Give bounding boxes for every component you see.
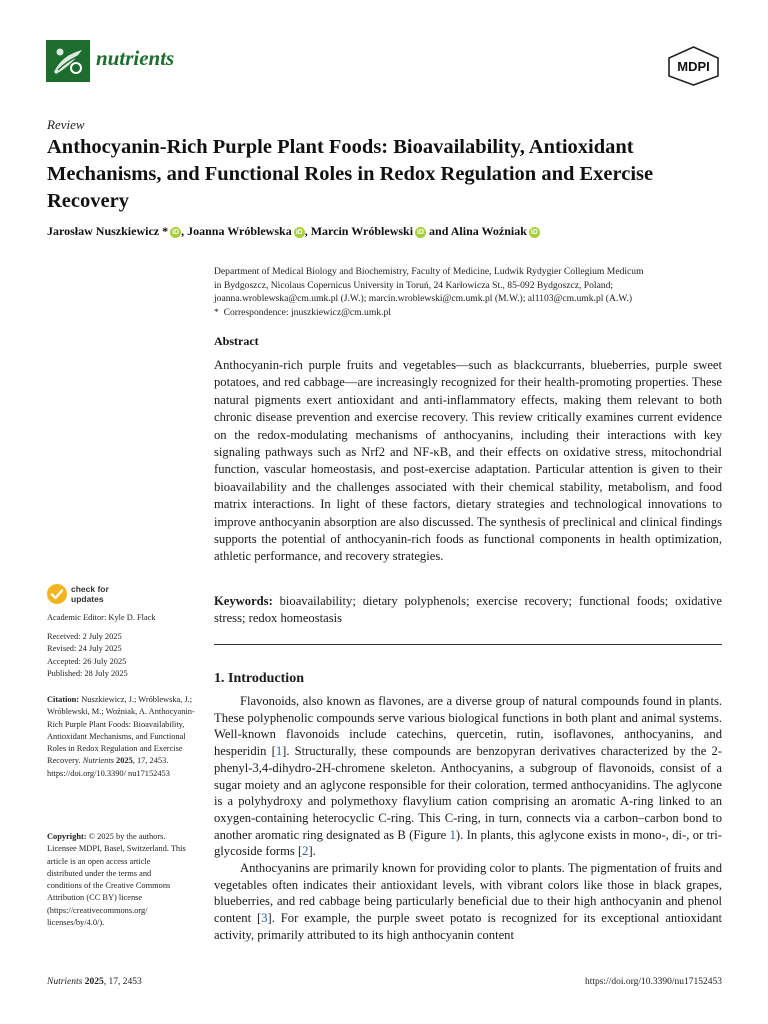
abstract-heading: Abstract	[214, 334, 259, 348]
author-name[interactable]: Alina Woźniak	[450, 224, 527, 238]
author-name[interactable]: Joanna Wróblewska	[187, 224, 292, 238]
reference-link[interactable]: 1	[275, 744, 283, 759]
published-date: Published: 28 July 2025	[47, 668, 128, 678]
publisher-name: MDPI	[677, 59, 710, 74]
keywords-text: bioavailability; dietary polyphenols; exercise recovery; functional foods; oxidative stress; redox homeostasis	[214, 594, 722, 626]
orcid-icon[interactable]: iD	[417, 229, 425, 236]
journal-name: nutrients	[96, 46, 175, 70]
orcid-icon[interactable]: iD	[530, 229, 538, 236]
keywords	[214, 593, 722, 628]
affiliation-emails: joanna.wroblewska@cm.umk.pl (J.W.); marcin.wroblewski@cm.umk.pl (M.W.); al1103@cm.umk.pl (A.W.)	[214, 293, 633, 304]
section-divider	[214, 644, 722, 645]
footer-citation: Nutrients 2025, 17, 2453	[47, 977, 142, 987]
reference-link[interactable]: 2	[302, 844, 309, 859]
keywords-label: Keywords:	[214, 594, 273, 608]
revised-date: Revised: 24 July 2025	[47, 644, 122, 654]
correspondence: * Correspondence: jnuszkiewicz@cm.umk.pl	[214, 306, 391, 318]
corresponding-mark: *	[159, 224, 169, 238]
affiliation-line: Department of Medical Biology and Biochemistry, Faculty of Medicine, Ludwik Rydygier Collegium Medicum	[214, 266, 644, 277]
citation: Citation: Nuszkiewicz, J.; Wróblewska, J.; Wróblewski, M.; Woźniak, A. Anthocyanin-Rich Purple Plant Foods: Bioavailability, Antioxidant Mechanisms, and Functional Roles in Redox Regulation and Exercise Recovery. Nutrients 2025, 17, 2453. https://doi.org/10.3390/ nu17152453	[47, 695, 195, 778]
academic-editor: Academic Editor: Kyle D. Flack	[47, 613, 156, 622]
mdpi-logo-icon	[666, 46, 721, 86]
check-for-updates-button[interactable]	[46, 583, 126, 607]
author-name[interactable]: Marcin Wróblewski	[310, 224, 414, 238]
nutrients-logo-icon	[46, 40, 90, 82]
introduction-heading: 1. Introduction	[214, 671, 304, 686]
reference-link[interactable]: 3	[261, 911, 268, 926]
paragraph: Anthocyanins are primarily known for providing color to plants. The pigmentation of fruits and vegetables often indicates their antioxidant levels, with vibrant colors like those in black grapes, blueberries, and red cabbage being particularly beneficial due to their high anthocyanin and phenol content [3]. For example, the purple sweet potato is recognized for its exceptional antioxidant activity, primarily attributed to its high anthocyanin content	[214, 861, 722, 942]
accepted-date: Accepted: 26 July 2025	[47, 656, 127, 666]
abstract-text: Anthocyanin-rich purple fruits and vegetables—such as blackcurrants, blueberries, purple sweet potatoes, and red cabbage—are increasingly recognized for their health-promoting properties. These natural pigments exert antioxidant and anti-inflammatory effects, making them relevant to both chronic disease prevention and exercise recovery. This review critically examines current evidence on the redox-modulating mechanisms of anthocyanins, including their interactions with key signaling pathways such as Nrf2 and NF-κB, and their effects on oxidative stress, mitochondrial function, vascular homeostasis, and post-exercise adaptation. Particular attention is given to their bioavailability and the challenges associated with their chemical stability, metabolism, and food matrix interactions. In light of these factors, dietary strategies and technological innovations to improve anthocyanin absorption are also discussed. The synthesis of preclinical and clinical findings supports the potential of anthocyanin-rich foods as functional components in health optimization, athletic performance, and recovery strategies.	[214, 358, 722, 564]
article-title: Anthocyanin-Rich Purple Plant Foods: Bioavailability, Antioxidant Mechanisms, and Functional Roles in Redox Regulation and Exercise Recovery	[47, 136, 654, 212]
article-type: Review	[47, 117, 85, 132]
figure-link[interactable]: 1	[449, 827, 456, 842]
check-updates-icon	[46, 583, 68, 605]
check-updates-label: check for	[71, 584, 109, 594]
orcid-icon[interactable]: iD	[295, 229, 303, 236]
footer-doi-link[interactable]: https://doi.org/10.3390/nu17152453	[584, 977, 722, 987]
author-list: Jarosław Nuszkiewicz * iD , Joanna Wróblewska iD , Marcin Wróblewski iD and Alina Woźniak iD	[47, 224, 538, 238]
introduction-body	[214, 693, 722, 944]
affiliation-line: in Bydgoszcz, Nicolaus Copernicus University in Toruń, 24 Karłowicza St., 85-092 Bydgoszcz, Poland;	[214, 279, 614, 291]
received-date: Received: 2 July 2025	[47, 632, 122, 641]
orcid-icon[interactable]: iD	[172, 229, 180, 236]
copyright-notice: Copyright: © 2025 by the authors. Licensee MDPI, Basel, Switzerland. This article is an open access article distributed under the terms and conditions of the Creative Commons Attribution (CC BY) license (https://creativecommons.org/ licenses/by/4.0/).	[47, 832, 186, 928]
publication-dates	[47, 631, 207, 680]
affiliation	[214, 265, 724, 319]
author-name[interactable]: Jarosław Nuszkiewicz	[47, 224, 160, 238]
paragraph: Flavonoids, also known as flavones, are a diverse group of natural compounds found in plants. These polyphenolic compounds serve various biological functions in both plant and animal systems. Well-known flavonoids include catechins, quercetin, rutin, isoflavones, anthocyanins, and hesperidin [1]. Structurally, these compounds are benzopyran derivatives characterized by the 2-phenyl-3,4-dihydro-2H-chromene skeleton. Anthocyanins, a subgroup of flavonoids, consist of a sugar moiety and an aglycone responsible for their coloration, termed anthocyanidins. The aglycone is a polyhydroxy and polymethoxy flavylium cation comprising an aromatic A-ring linked to an oxygen-containing heterocyclic C-ring. This C-ring, in turn, connects via a carbon–carbon bond to another aromatic ring designated as B (Figure 1). In plants, this aglycone exists in mono-, di-, or tri-glycoside forms [2].	[214, 694, 722, 859]
check-updates-label: updates	[71, 594, 104, 604]
